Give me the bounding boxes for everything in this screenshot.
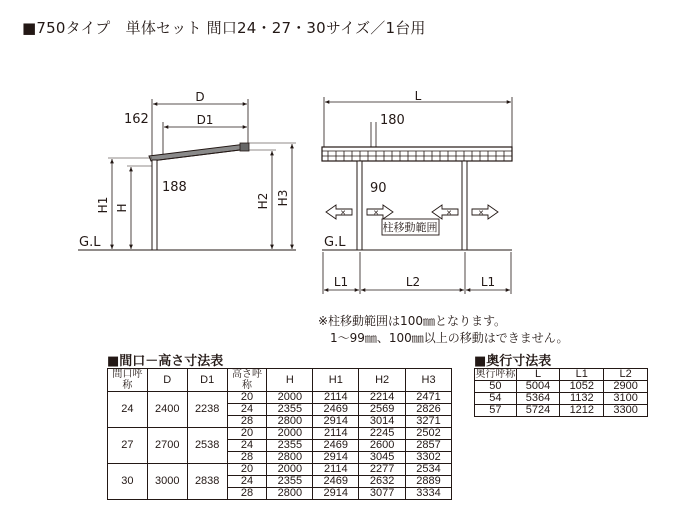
table-cell: 2469 [313, 440, 359, 452]
post-range-label: 柱移動範囲 [382, 221, 438, 234]
table-cell: 2245 [359, 428, 406, 440]
side-gl-label: G.L [79, 235, 101, 250]
table-cell: 2277 [359, 464, 406, 476]
frontage-size-cell: 24 [108, 392, 148, 428]
table2-header-cell: L1 [560, 369, 604, 381]
side-post [152, 160, 157, 250]
table-row [475, 393, 648, 405]
svg-text:✕: ✕ [340, 209, 346, 217]
table-cell: 24 [227, 476, 267, 488]
table-cell: 24 [227, 404, 267, 416]
svg-text:✕: ✕ [478, 209, 484, 217]
table1-header-cell: H [267, 369, 313, 392]
table-cell: 3271 [406, 416, 452, 428]
front-view [322, 89, 512, 294]
dim-d1-label: D1 [196, 113, 214, 127]
d1-cell: 2538 [187, 428, 227, 464]
table-row [475, 381, 648, 393]
table-cell: 2355 [267, 476, 313, 488]
table2-header-row [475, 369, 648, 381]
table-cell: 2889 [406, 476, 452, 488]
table-cell: 2000 [267, 428, 313, 440]
table1-header-cell: 高さ呼称 [227, 369, 267, 392]
frontage-size-cell: 30 [108, 464, 148, 500]
table2-title: ■奥行寸法表 [474, 354, 552, 369]
table-cell: 20 [227, 392, 267, 404]
table-cell: 3300 [604, 405, 648, 417]
table1-header-cell: D [147, 369, 187, 392]
dim-h2-label: H2 [256, 192, 270, 210]
table-cell: 3334 [406, 488, 452, 500]
dim-l1-left-label: L1 [333, 275, 349, 289]
table-cell: 24 [227, 440, 267, 452]
table-cell: 2355 [267, 440, 313, 452]
table-cell: 3014 [359, 416, 406, 428]
table-cell: 2502 [406, 428, 452, 440]
table-cell: 28 [227, 452, 267, 464]
table-cell: 2800 [267, 452, 313, 464]
dim-h-label: H [115, 203, 129, 213]
table-cell: 57 [475, 405, 517, 417]
dim-l2-label: L2 [405, 275, 421, 289]
front-gl-label: G.L [324, 235, 346, 250]
table-cell: 28 [227, 488, 267, 500]
table-cell: 2632 [359, 476, 406, 488]
height-dimension-table [107, 368, 452, 500]
table-cell: 2000 [267, 464, 313, 476]
front-post-left [357, 161, 362, 250]
dim-l1-right-label: L1 [480, 275, 496, 289]
dim-d-label: D [195, 90, 205, 104]
table-cell: 54 [475, 393, 517, 405]
table-cell: 2471 [406, 392, 452, 404]
table1-header-cell: D1 [187, 369, 227, 392]
table-cell: 20 [227, 464, 267, 476]
d-cell: 2700 [147, 428, 187, 464]
table-cell: 2214 [359, 392, 406, 404]
table1-header-cell: H3 [406, 369, 452, 392]
table-cell: 2355 [267, 404, 313, 416]
table1-title: ■間口－高さ寸法表 [107, 354, 224, 369]
table-cell: 2114 [313, 392, 359, 404]
table-cell: 5004 [516, 381, 560, 393]
side-view [78, 90, 296, 250]
svg-text:✕: ✕ [373, 209, 379, 217]
table-cell: 5364 [516, 393, 560, 405]
table2-header-cell: 奥行呼称 [475, 369, 516, 380]
table-row [108, 392, 452, 404]
svg-text:✕: ✕ [446, 209, 452, 217]
table-cell: 28 [227, 416, 267, 428]
table-row [108, 428, 452, 440]
table-row [475, 405, 648, 417]
table-cell: 5724 [516, 405, 560, 417]
note-line-1: ※柱移動範囲は100㎜となります。 [318, 314, 507, 328]
table-cell: 2114 [313, 464, 359, 476]
table-cell: 3100 [604, 393, 648, 405]
table-cell: 2469 [313, 476, 359, 488]
d1-cell: 2838 [187, 464, 227, 500]
table-cell: 2534 [406, 464, 452, 476]
dim-h3-label: H3 [276, 189, 290, 207]
table-row [108, 464, 452, 476]
table2-header-cell: L2 [604, 369, 648, 381]
table-cell: 2826 [406, 404, 452, 416]
table-cell: 3077 [359, 488, 406, 500]
table-cell: 2914 [313, 452, 359, 464]
d1-cell: 2238 [187, 392, 227, 428]
dim-h1-label: H1 [96, 196, 110, 214]
table-cell: 1052 [560, 381, 604, 393]
table-cell: 2469 [313, 404, 359, 416]
dim-180-label: 180 [380, 113, 405, 128]
table-cell: 3045 [359, 452, 406, 464]
table-cell: 1212 [560, 405, 604, 417]
table-cell: 2569 [359, 404, 406, 416]
front-roof [322, 147, 512, 161]
table-cell: 2800 [267, 416, 313, 428]
dim-l-label: L [414, 89, 422, 103]
d-cell: 3000 [147, 464, 187, 500]
table-cell: 3302 [406, 452, 452, 464]
table-cell: 2900 [604, 381, 648, 393]
table1-header-cell: H1 [313, 369, 359, 392]
table2-header-cell: L [516, 369, 560, 381]
table-cell: 2114 [313, 428, 359, 440]
page-title: ■750タイプ 単体セット 間口24・27・30サイズ／1台用 [22, 19, 426, 37]
table-cell: 2600 [359, 440, 406, 452]
table-cell: 50 [475, 381, 517, 393]
depth-dimension-table [474, 368, 648, 417]
note-line-2: 1～99㎜、100㎜以上の移動はできません。 [330, 331, 569, 345]
table-cell: 1132 [560, 393, 604, 405]
table-cell: 2914 [313, 416, 359, 428]
table1-header-row [108, 369, 452, 392]
table-cell: 2914 [313, 488, 359, 500]
dim-162-label: 162 [124, 112, 149, 127]
dim-188-label: 188 [162, 180, 187, 195]
d-cell: 2400 [147, 392, 187, 428]
table-cell: 2857 [406, 440, 452, 452]
side-roof [149, 144, 248, 161]
table-cell: 20 [227, 428, 267, 440]
front-post-right [462, 161, 467, 250]
dim-90-label: 90 [370, 181, 387, 196]
table-cell: 2800 [267, 488, 313, 500]
frontage-size-cell: 27 [108, 428, 148, 464]
table1-header-cell: H2 [359, 369, 406, 392]
table1-header-cell: 間口呼称 [108, 369, 148, 392]
table-cell: 2000 [267, 392, 313, 404]
